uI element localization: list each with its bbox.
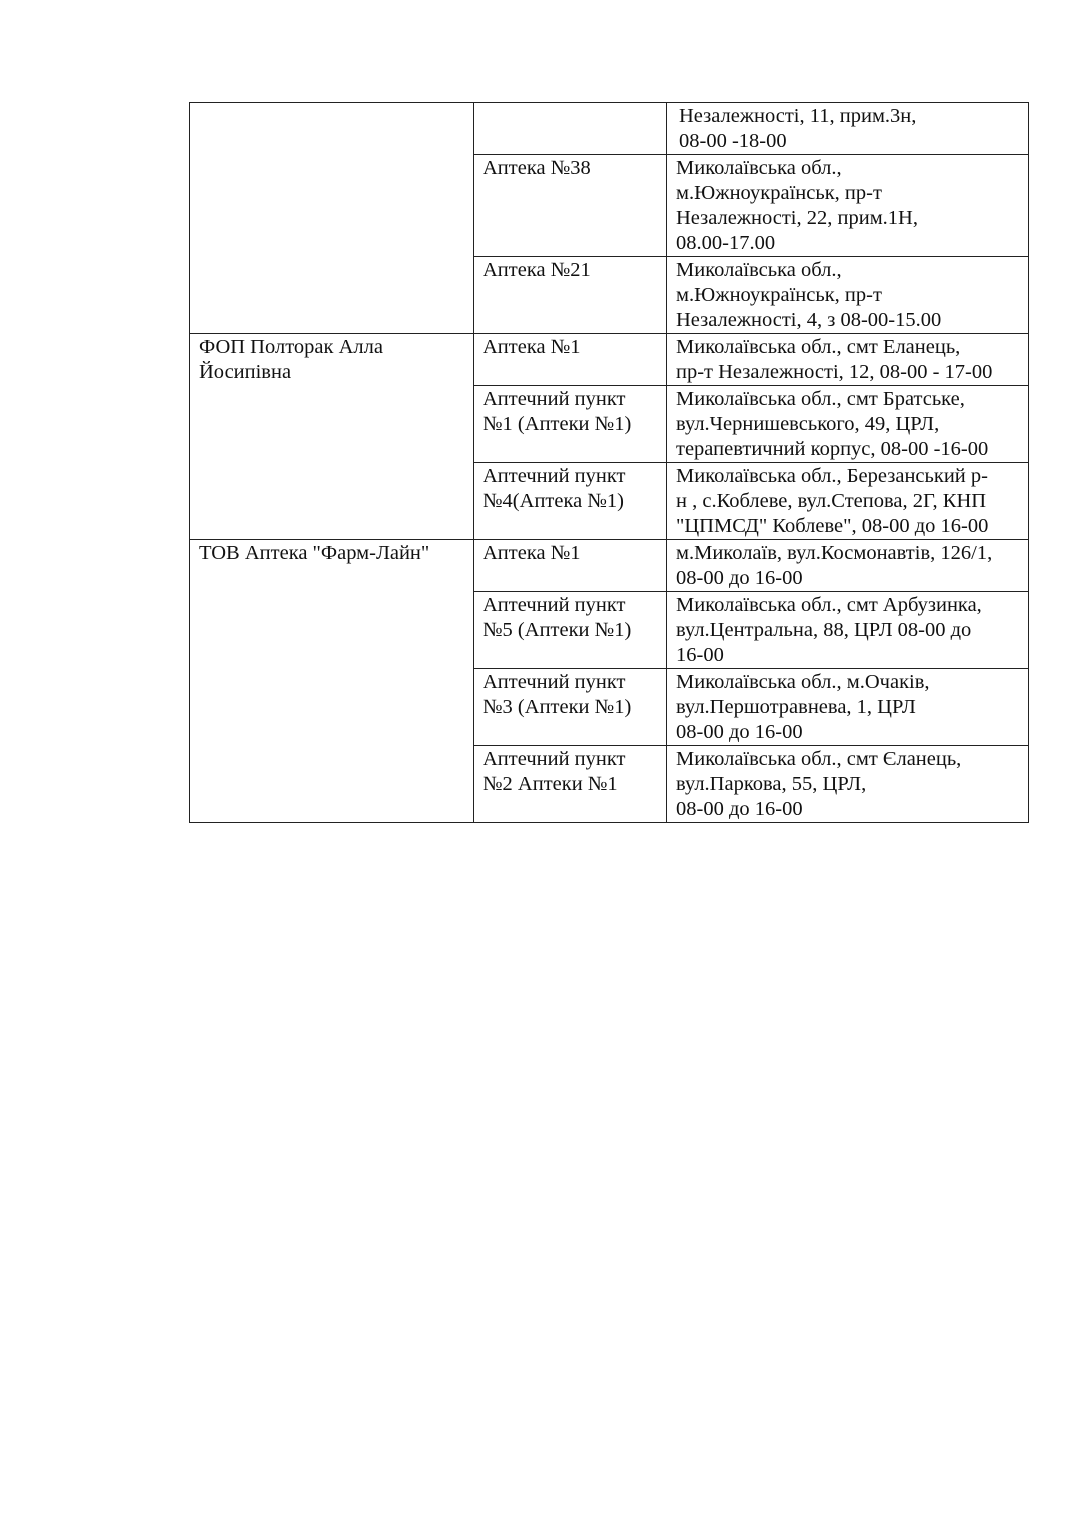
pharmacy-table-body bbox=[190, 103, 1029, 823]
address-line: м.Миколаїв, вул.Космонавтів, 126/1, bbox=[676, 542, 993, 564]
pharmacy-name-line: Аптечний пункт bbox=[483, 388, 626, 410]
owner-line: Йосипівна bbox=[199, 361, 292, 383]
address-line: Миколаївська обл., смт Братське, bbox=[676, 388, 965, 410]
pharmacy-name-line: №2 Аптеки №1 bbox=[483, 773, 618, 795]
pharmacy-name-cell bbox=[474, 155, 667, 257]
pharmacy-name-line: Аптечний пункт bbox=[483, 748, 626, 770]
address-cell bbox=[667, 386, 1029, 463]
pharmacy-name-line: Аптека №1 bbox=[483, 336, 581, 358]
address-line: н , с.Коблеве, вул.Степова, 2Г, КНП bbox=[676, 490, 987, 512]
address-line: 08.00-17.00 bbox=[676, 232, 776, 254]
address-line: Незалежності, 4, з 08-00-15.00 bbox=[676, 309, 942, 331]
address-cell bbox=[667, 155, 1029, 257]
table-row bbox=[190, 334, 1029, 386]
pharmacy-name-cell bbox=[474, 463, 667, 540]
address-cell bbox=[667, 334, 1029, 386]
pharmacy-name-line: №4(Аптека №1) bbox=[483, 490, 624, 512]
address-line: Миколаївська обл., смт Еланець, bbox=[676, 336, 961, 358]
address-line: 08-00 до 16-00 bbox=[676, 721, 803, 743]
address-line: м.Южноукраїнськ, пр-т bbox=[676, 284, 882, 306]
owner-cell bbox=[190, 334, 474, 540]
address-line: вул.Центральна, 88, ЦРЛ 08-00 до bbox=[676, 619, 972, 641]
table-row bbox=[190, 540, 1029, 592]
pharmacy-name-line: Аптечний пункт bbox=[483, 465, 626, 487]
address-line: Миколаївська обл., смт Арбузинка, bbox=[676, 594, 982, 616]
address-line: "ЦПМСД" Коблеве", 08-00 до 16-00 bbox=[676, 515, 989, 537]
pharmacy-name-line: Аптечний пункт bbox=[483, 594, 626, 616]
address-line: вул.Першотравнева, 1, ЦРЛ bbox=[676, 696, 916, 718]
pharmacy-name-cell bbox=[474, 334, 667, 386]
address-line: Незалежності, 11, прим.3н, bbox=[679, 105, 917, 127]
address-line: Миколаївська обл., bbox=[676, 157, 842, 179]
pharmacy-name-cell bbox=[474, 103, 667, 155]
address-line: Миколаївська обл., смт Єланець, bbox=[676, 748, 962, 770]
pharmacy-name-line: №5 (Аптеки №1) bbox=[483, 619, 632, 641]
address-cell bbox=[667, 540, 1029, 592]
address-line: Миколаївська обл., м.Очаків, bbox=[676, 671, 930, 693]
pharmacy-name-line: Аптека №38 bbox=[483, 157, 591, 179]
pharmacy-name-cell bbox=[474, 669, 667, 746]
table-row bbox=[190, 103, 1029, 155]
address-cell bbox=[667, 103, 1029, 155]
address-line: 08-00 до 16-00 bbox=[676, 798, 803, 820]
address-cell bbox=[667, 669, 1029, 746]
owner-cell bbox=[190, 540, 474, 823]
address-line: 16-00 bbox=[676, 644, 724, 666]
address-line: вул.Чернишевського, 49, ЦРЛ, bbox=[676, 413, 940, 435]
pharmacy-table bbox=[189, 102, 1029, 823]
address-cell bbox=[667, 592, 1029, 669]
address-line: Миколаївська обл., bbox=[676, 259, 842, 281]
pharmacy-name-line: Аптека №1 bbox=[483, 542, 581, 564]
pharmacy-name-cell bbox=[474, 257, 667, 334]
owner-line: ФОП Полторак Алла bbox=[199, 336, 383, 358]
address-line: 08-00 -18-00 bbox=[679, 130, 787, 152]
address-cell bbox=[667, 746, 1029, 823]
address-cell bbox=[667, 257, 1029, 334]
address-cell bbox=[667, 463, 1029, 540]
address-line: Миколаївська обл., Березанський р- bbox=[676, 465, 988, 487]
address-line: м.Южноукраїнськ, пр-т bbox=[676, 182, 882, 204]
address-line: Незалежності, 22, прим.1Н, bbox=[676, 207, 918, 229]
pharmacy-name-line: Аптечний пункт bbox=[483, 671, 626, 693]
owner-cell bbox=[190, 103, 474, 334]
pharmacy-name-cell bbox=[474, 746, 667, 823]
pharmacy-name-cell bbox=[474, 386, 667, 463]
address-line: вул.Паркова, 55, ЦРЛ, bbox=[676, 773, 867, 795]
pharmacy-name-line: Аптека №21 bbox=[483, 259, 591, 281]
owner-line: ТОВ Аптека "Фарм-Лайн" bbox=[199, 542, 430, 564]
pharmacy-name-line: №3 (Аптеки №1) bbox=[483, 696, 632, 718]
pharmacy-name-cell bbox=[474, 540, 667, 592]
address-line: терапевтичний корпус, 08-00 -16-00 bbox=[676, 438, 989, 460]
pharmacy-name-line: №1 (Аптеки №1) bbox=[483, 413, 632, 435]
address-line: пр-т Незалежності, 12, 08-00 - 17-00 bbox=[676, 361, 993, 383]
address-line: 08-00 до 16-00 bbox=[676, 567, 803, 589]
pharmacy-name-cell bbox=[474, 592, 667, 669]
